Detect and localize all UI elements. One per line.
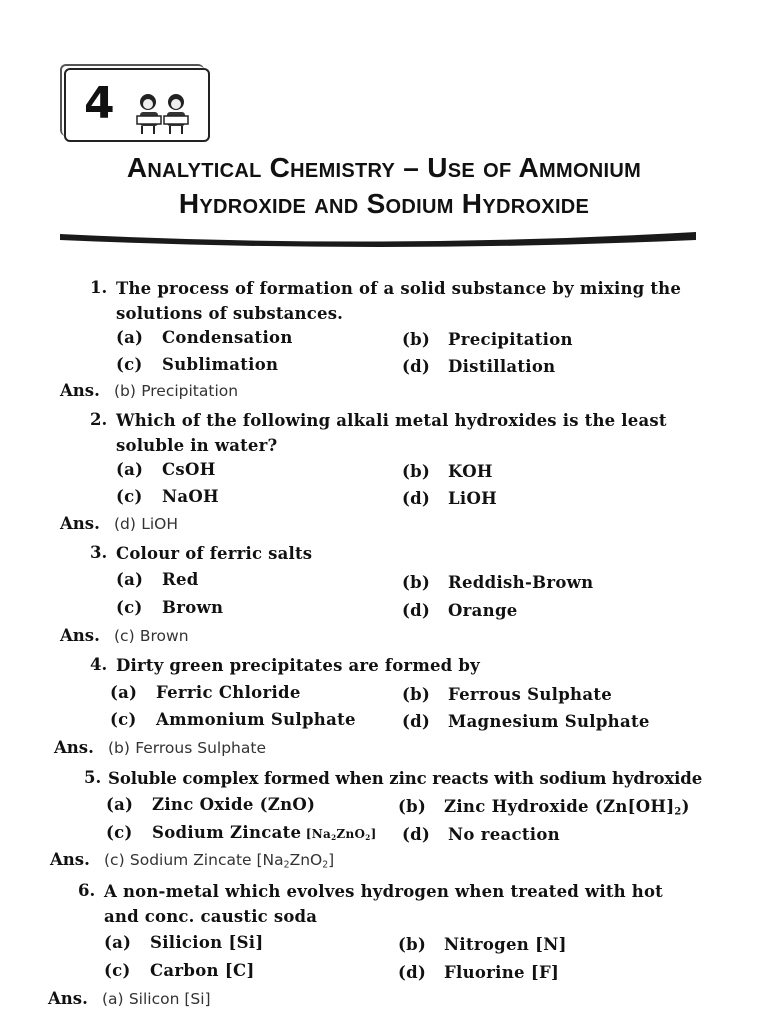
answer-label: Ans. <box>60 514 100 533</box>
answer-label: Ans. <box>50 850 90 869</box>
option-text: CsOH <box>162 460 216 479</box>
question-number: 5. <box>84 768 102 787</box>
option-b <box>402 330 573 349</box>
answer-line <box>48 989 211 1008</box>
option-b <box>398 935 567 954</box>
answer-line <box>60 626 189 645</box>
answer-label: Ans. <box>54 738 94 757</box>
option-d <box>402 825 560 844</box>
option-d <box>402 601 518 620</box>
question-text-line: solutions of substances. <box>116 304 344 323</box>
title-underline-rule <box>60 228 696 250</box>
option-d <box>402 489 497 508</box>
chapter-title-line-2: Hydroxide and Sodium Hydroxide <box>178 188 590 219</box>
question-text <box>116 541 706 566</box>
answer-label: Ans. <box>48 989 88 1008</box>
option-label: (c) <box>106 823 133 842</box>
question-text-line: The process of formation of a solid substance by mixing the <box>116 279 682 298</box>
option-a <box>116 570 199 589</box>
option-text: Condensation <box>162 328 293 347</box>
option-label: (d) <box>398 963 427 982</box>
option-c <box>116 598 223 617</box>
option-text: Zinc Hydroxide $(Zn[OH]_2)$ <box>444 797 690 818</box>
option-d <box>402 357 555 376</box>
option-a <box>104 933 263 952</box>
option-a <box>106 795 315 814</box>
answer-line <box>60 514 178 533</box>
option-text: Brown <box>162 598 224 617</box>
answer-letter: (c) <box>114 627 135 645</box>
chapter-number-box <box>64 68 210 142</box>
option-b <box>402 462 493 481</box>
option-label: (c) <box>110 710 137 729</box>
option-text: KOH <box>448 462 493 481</box>
option-label: (b) <box>398 935 427 954</box>
option-text: Sublimation <box>162 355 279 374</box>
answer-value: Sodium Zincate $[Na_2ZnO_2]$ <box>129 851 335 871</box>
option-label: (c) <box>116 355 143 374</box>
question-text <box>116 408 706 458</box>
option-text: Magnesium Sulphate <box>448 712 650 731</box>
question-text <box>108 766 708 791</box>
answer-value: Precipitation <box>141 382 239 400</box>
option-c <box>106 823 377 842</box>
question-number: 2. <box>90 410 108 429</box>
question-text-line: and conc. caustic soda <box>104 907 318 926</box>
question-text-line: Soluble complex formed when zinc reacts with sodium hydroxide <box>108 769 703 788</box>
option-label: (a) <box>116 460 144 479</box>
option-label: (d) <box>402 712 431 731</box>
option-label: (b) <box>398 797 427 816</box>
option-d <box>402 712 650 731</box>
question-text-line: Which of the following alkali metal hydroxides is the least <box>116 411 667 430</box>
option-text: Silicion [Si] <box>150 933 264 952</box>
option-c <box>116 355 278 374</box>
answer-line <box>50 850 334 870</box>
question-number: 4. <box>90 655 108 674</box>
option-text: NaOH <box>162 487 219 506</box>
option-label: (a) <box>110 683 138 702</box>
option-c <box>104 961 255 980</box>
answer-letter: (a) <box>102 990 124 1008</box>
option-b <box>402 685 612 704</box>
question-text <box>116 276 706 326</box>
question-number: 3. <box>90 543 108 562</box>
question-text <box>104 879 710 929</box>
answer-letter: (b) <box>114 382 136 400</box>
option-b <box>398 797 690 817</box>
option-a <box>116 460 216 479</box>
answer-line <box>60 381 238 400</box>
answer-line <box>54 738 266 757</box>
question-text-line: soluble in water? <box>116 436 278 455</box>
option-text: LiOH <box>448 489 498 508</box>
answer-value: Ferrous Sulphate <box>135 739 266 757</box>
option-c <box>116 487 219 506</box>
answer-value: LiOH <box>141 515 178 533</box>
option-label: (a) <box>116 570 144 589</box>
option-c <box>110 710 356 729</box>
answer-letter: (c) <box>104 851 125 869</box>
option-text: Ammonium Sulphate <box>156 710 356 729</box>
option-label: (d) <box>402 357 431 376</box>
answer-value: Brown <box>139 627 189 645</box>
option-text: Precipitation <box>448 330 573 349</box>
option-text: Ferrous Sulphate <box>448 685 613 704</box>
option-text: Carbon [C] <box>150 961 255 980</box>
option-text: Sodium Zincate $[Na_2ZnO_2]$ <box>152 823 377 842</box>
option-label: (d) <box>402 489 431 508</box>
answer-letter: (b) <box>108 739 130 757</box>
question-text <box>116 653 706 678</box>
question-text-line: A non-metal which evolves hydrogen when treated with hot <box>104 882 664 901</box>
option-text: Ferric Chloride <box>156 683 301 702</box>
option-label: (a) <box>106 795 134 814</box>
chapter-title-line-1: Analytical Chemistry – Use of Ammonium <box>126 152 642 183</box>
option-text: Red <box>162 570 199 589</box>
option-text: Zinc Oxide (ZnO) <box>152 795 316 814</box>
question-number: 6. <box>78 881 96 900</box>
option-label: (b) <box>402 573 431 592</box>
option-a <box>116 328 293 347</box>
option-label: (c) <box>116 487 143 506</box>
option-label: (a) <box>116 328 144 347</box>
option-label: (b) <box>402 330 431 349</box>
question-text-line: Dirty green precipitates are formed by <box>116 656 480 675</box>
answer-label: Ans. <box>60 381 100 400</box>
option-d <box>398 963 559 982</box>
option-label: (a) <box>104 933 132 952</box>
option-label: (d) <box>402 825 431 844</box>
chapter-number: 4 <box>84 78 115 129</box>
question-text-line: Colour of ferric salts <box>116 544 313 563</box>
option-text: Fluorine [F] <box>444 963 560 982</box>
option-label: (d) <box>402 601 431 620</box>
reading-kids-icon <box>132 90 196 136</box>
option-label: (b) <box>402 462 431 481</box>
question-number: 1. <box>90 278 108 297</box>
option-text: No reaction <box>448 825 560 844</box>
option-label: (b) <box>402 685 431 704</box>
option-text: Reddish-Brown <box>448 573 594 592</box>
answer-letter: (d) <box>114 515 136 533</box>
answer-value: Silicon [Si] <box>128 990 211 1008</box>
option-label: (c) <box>116 598 143 617</box>
option-text: Orange <box>448 601 518 620</box>
option-b <box>402 573 593 592</box>
option-text: Distillation <box>448 357 556 376</box>
option-label: (c) <box>104 961 131 980</box>
option-text: Nitrogen [N] <box>444 935 567 954</box>
option-a <box>110 683 301 702</box>
answer-label: Ans. <box>60 626 100 645</box>
